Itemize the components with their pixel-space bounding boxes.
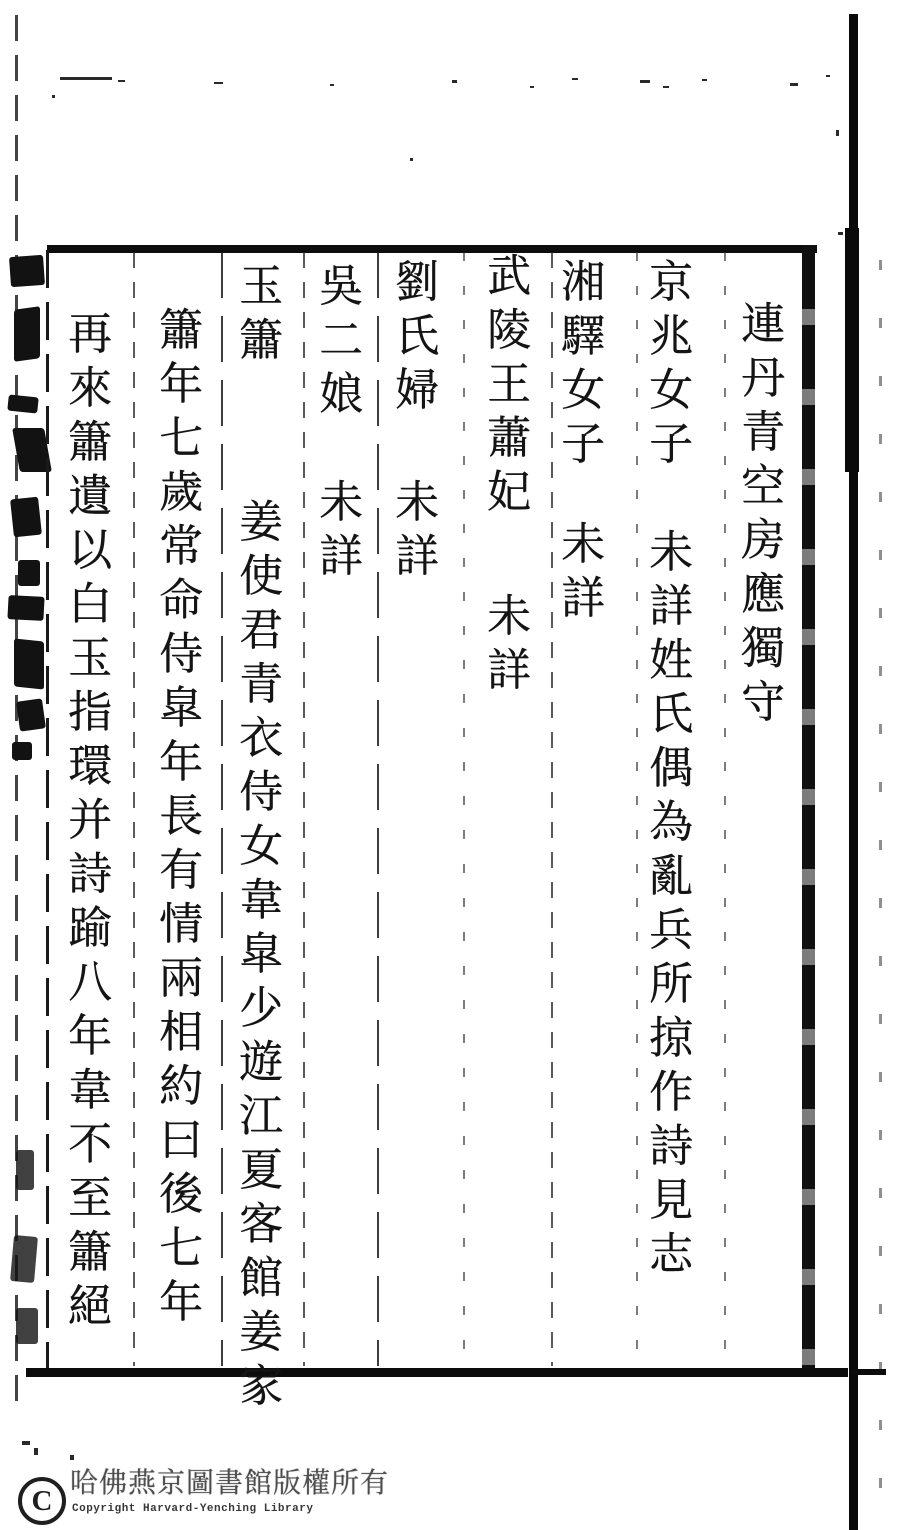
column-1-continuation-text: 連丹青空房應獨守 [734,300,783,732]
spine-fragment [18,560,40,586]
noise-dash [530,86,534,88]
copyright-symbol-icon: C [18,1477,66,1525]
noise-dash [838,232,843,235]
noise-dash [52,95,55,98]
column-rule [636,252,638,1366]
spine-fragment [7,595,44,621]
column-4-entry-name: 武陵王蕭妃 [480,252,529,522]
spine-fragment [16,698,46,731]
column-5-entry-bio: 未詳 [388,478,437,586]
column-4-entry-bio: 未詳 [480,592,529,700]
column-2-entry-name: 京兆女子 [642,258,691,474]
column-2-entry-bio: 未詳姓氏偶為亂兵所掠作詩見志 [642,528,691,1284]
column-rule [463,252,465,1366]
spine-fragment [7,394,39,413]
column-6-entry-bio: 未詳 [312,478,361,586]
column-rule [724,252,726,1366]
spine-fragment [16,1308,38,1344]
noise-dash [118,80,125,82]
scan-edge-blotch [845,228,859,472]
noise-dash [330,84,334,86]
noise-dash [790,83,798,86]
noise-dash [410,158,413,161]
noise-dash [70,1455,74,1460]
spine-fragment [14,638,44,689]
noise-dash [640,80,650,83]
noise-dash [214,82,223,84]
spine-fragment [16,1150,34,1190]
column-rule [303,252,305,1366]
column-7-entry-name: 玉簫 [232,262,281,370]
noise-dash [34,1448,38,1455]
spine-fragment [10,1235,38,1283]
noise-dash [702,79,707,81]
noise-dash [663,86,669,88]
frame-bottom-border [26,1368,848,1377]
frame-top-border [47,245,817,253]
column-rule [377,252,379,1366]
frame-right-border [802,245,815,1375]
scan-edge-dashes [879,260,882,1530]
noise-dash [572,78,578,80]
column-rule [551,252,553,1366]
column-9-bio-continuation: 再來簫遺以白玉指環并詩踰八年韋不至簫絕 [61,310,110,1336]
spine-fragment [14,306,40,362]
column-3-entry-name: 湘驛女子 [554,258,603,474]
noise-dash [60,77,112,80]
noise-dash [836,130,839,136]
stamp-english-text: Copyright Harvard-Yenching Library [72,1503,314,1515]
spine-fragment [10,497,42,538]
noise-dash [452,80,457,83]
column-rule [133,252,135,1366]
column-6-entry-name: 吳二娘 [312,262,361,424]
column-5-entry-name: 劉氏婦 [388,258,437,420]
frame-bottom-tail [852,1369,886,1375]
noise-dash [22,1441,30,1445]
column-7-entry-bio: 姜使君青衣侍女韋皐少遊江夏客館姜家 [232,498,281,1416]
noise-dash [826,75,830,77]
stamp-chinese-text: 哈佛燕京圖書館版權所有 [70,1468,390,1499]
spine-fragment [9,255,45,287]
column-8-bio-continuation: 簫年七歲常命侍皐年長有情兩相約曰後七年 [152,306,201,1332]
column-rule [221,252,223,1366]
spine-fragment [12,742,32,760]
frame-left-border [46,250,49,1370]
column-3-entry-bio: 未詳 [554,520,603,628]
